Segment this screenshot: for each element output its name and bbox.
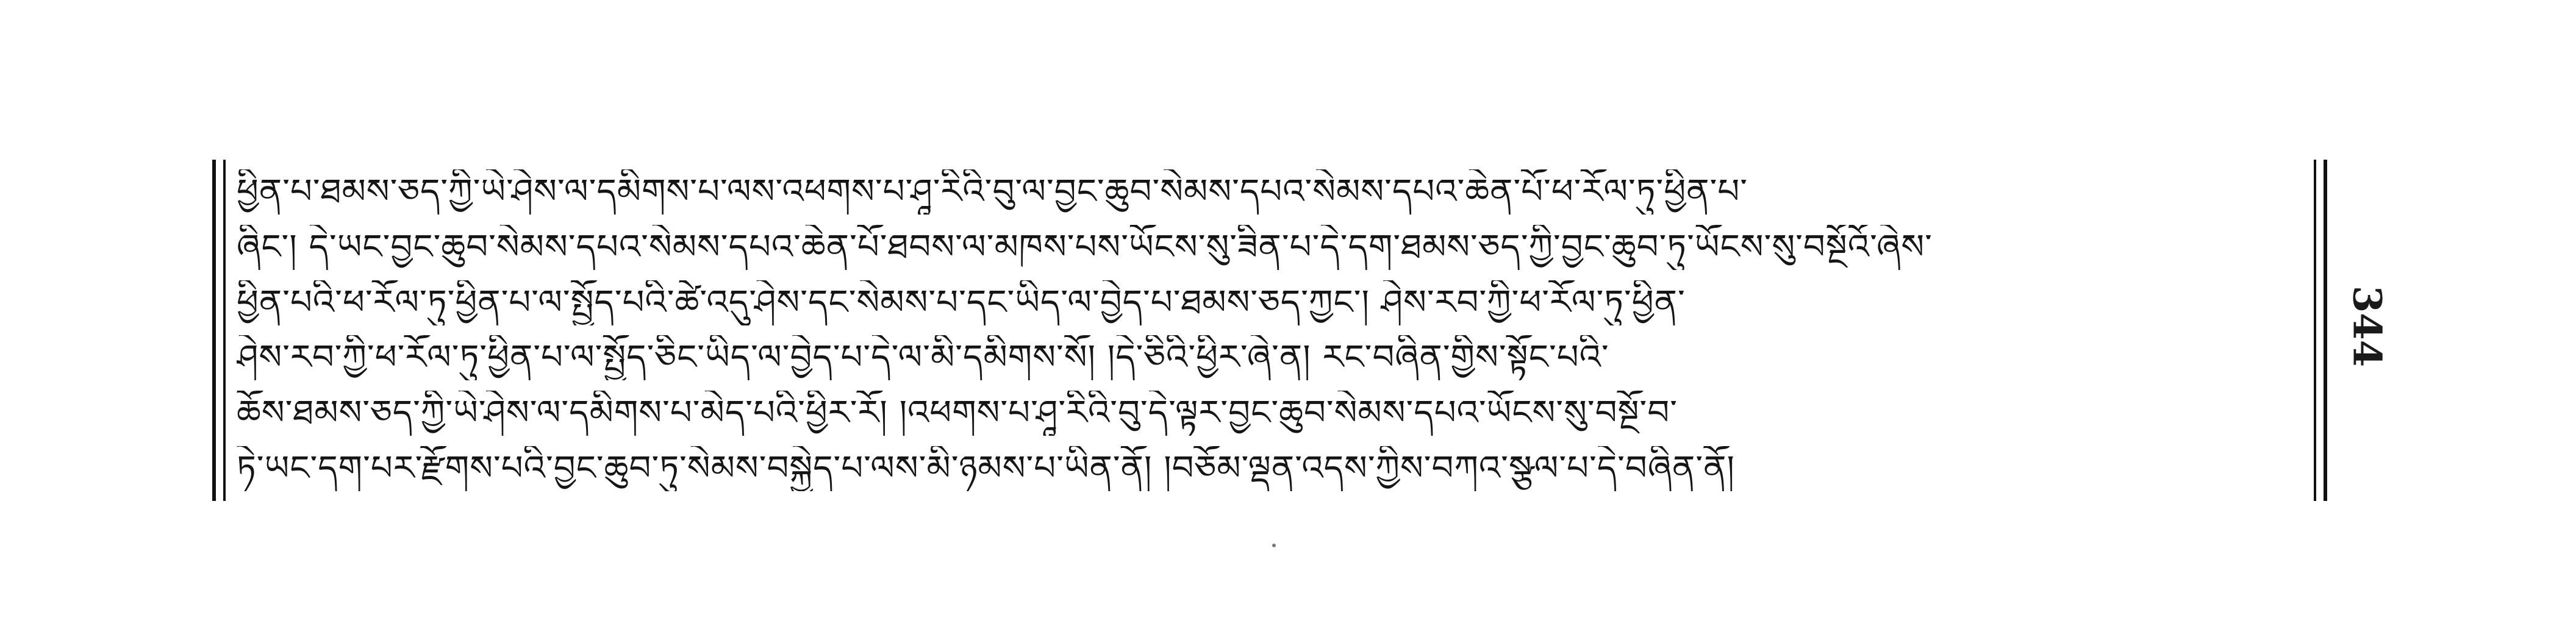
text-frame (212, 160, 2327, 501)
right-border-inner (2314, 160, 2316, 501)
right-border-outer (2324, 160, 2327, 501)
left-border-outer (212, 160, 216, 501)
text-line-4: ཤེས་རབ་ཀྱི་ཕ་རོལ་ཏུ་ཕྱིན་པ་ལ་སྤྱོད་ཅིང་ཡིད་ལ་བྱེད་པ་དེ་ལ་མི་དམིགས་སོ། །དེ་ཅིའི་ཕྱིར་ཞེ་ན། རང་བཞིན་གྱིས་སྟོང་པའི་ (237, 338, 1609, 378)
text-line-5: ཆོས་ཐམས་ཅད་ཀྱི་ཡེ་ཤེས་ལ་དམིགས་པ་མེད་པའི་ཕྱིར་རོ། །འཕགས་པ་ཤཱ་རིའི་བུ་དེ་ལྟར་བྱང་ཆུབ་སེམས་དཔའ་ཡོངས་སུ་བསྔོ་བ་ (237, 392, 1678, 433)
text-line-2: ཞིང་། དེ་ཡང་བྱང་ཆུབ་སེམས་དཔའ་སེམས་དཔའ་ཆེན་པོ་ཐབས་ལ་མཁས་པས་ཡོངས་སུ་ཟིན་པ་དེ་དག་ཐམས་ཅད་ཀྱི་བྱང་ཆུབ་ཏུ་ཡོངས་སུ་བསྔོའོ་ཞེས་ (237, 227, 1933, 267)
text-line-1: ཕྱིན་པ་ཐམས་ཅད་ཀྱི་ཡེ་ཤེས་ལ་དམིགས་པ་ལས་འཕགས་པ་ཤཱ་རིའི་བུ་ལ་བྱང་ཆུབ་སེམས་དཔའ་སེམས་དཔའ་ཆེན་པོ་ཕ་རོལ་ཏུ་ཕྱིན་པ་ (237, 172, 1748, 212)
scan-speck (1272, 544, 1276, 547)
left-border-inner (223, 160, 226, 501)
tibetan-text-block (237, 160, 2300, 501)
text-line-3: ཕྱིན་པའི་ཕ་རོལ་ཏུ་ཕྱིན་པ་ལ་སྤྱོད་པའི་ཚེ་འདུ་ཤེས་དང་སེམས་པ་དང་ཡིད་ལ་བྱེད་པ་ཐམས་ཅད་ཀྱང་། ཤེས་རབ་ཀྱི་ཕ་རོལ་ཏུ་ཕྱིན་ (237, 282, 1686, 322)
folio-number-text: 344 (2344, 285, 2390, 367)
text-line-6: ཏེ་ཡང་དག་པར་རྫོགས་པའི་བྱང་ཆུབ་ཏུ་སེམས་བསྐྱེད་པ་ལས་མི་ཉམས་པ་ཡིན་ནོ། །བཅོམ་ལྡན་འདས་ཀྱིས་བཀའ་སྩལ་པ་དེ་བཞིན་ནོ། (237, 448, 1735, 488)
folio-number (2339, 262, 2394, 390)
